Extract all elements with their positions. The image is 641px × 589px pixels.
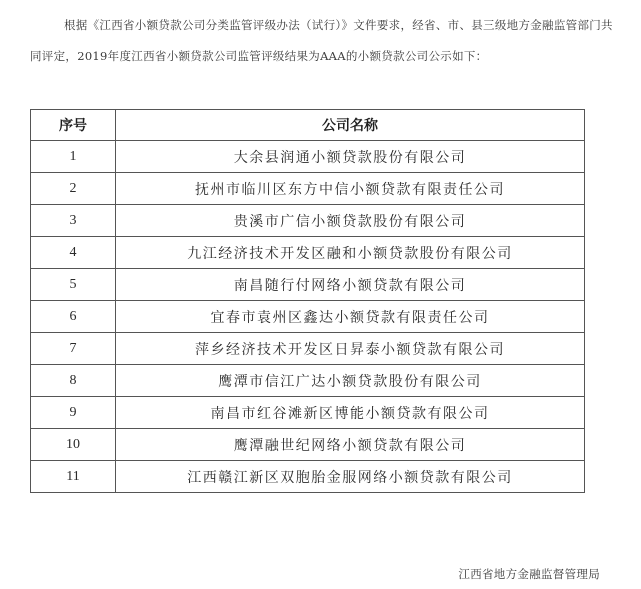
table-row bbox=[31, 173, 585, 205]
row-index: 4 bbox=[31, 237, 116, 269]
row-company-name: 贵溪市广信小额贷款股份有限公司 bbox=[116, 205, 585, 237]
issuer-signature: 江西省地方金融监督管理局 bbox=[458, 567, 600, 581]
row-company-name: 鹰潭融世纪网络小额贷款有限公司 bbox=[116, 429, 585, 461]
table-row bbox=[31, 269, 585, 301]
row-index: 11 bbox=[31, 461, 116, 493]
row-index: 1 bbox=[31, 141, 116, 173]
row-index: 9 bbox=[31, 397, 116, 429]
row-index: 3 bbox=[31, 205, 116, 237]
row-company-name: 江西赣江新区双胞胎金服网络小额贷款有限公司 bbox=[116, 461, 585, 493]
table-row bbox=[31, 205, 585, 237]
table-row bbox=[31, 141, 585, 173]
header-company-name: 公司名称 bbox=[116, 110, 585, 141]
row-company-name: 大余县润通小额贷款股份有限公司 bbox=[116, 141, 585, 173]
row-company-name: 宜春市袁州区鑫达小额贷款有限责任公司 bbox=[116, 301, 585, 333]
row-index: 7 bbox=[31, 333, 116, 365]
table-row bbox=[31, 365, 585, 397]
row-index: 2 bbox=[31, 173, 116, 205]
row-company-name: 抚州市临川区东方中信小额贷款有限责任公司 bbox=[116, 173, 585, 205]
row-index: 5 bbox=[31, 269, 116, 301]
table-header-row bbox=[31, 110, 585, 141]
row-company-name: 南昌随行付网络小额贷款有限公司 bbox=[116, 269, 585, 301]
intro-paragraph: 根据《江西省小额贷款公司分类监管评级办法（试行）》文件要求，经省、市、县三级地方金融监管部门共同评定，2019年度江西省小额贷款公司监管评级结果为AAA的小额贷款公司公示如下： bbox=[30, 18, 613, 63]
row-company-name: 萍乡经济技术开发区日昇泰小额贷款有限公司 bbox=[116, 333, 585, 365]
table-row bbox=[31, 429, 585, 461]
table-row bbox=[31, 237, 585, 269]
row-index: 10 bbox=[31, 429, 116, 461]
table-row bbox=[31, 461, 585, 493]
row-index: 6 bbox=[31, 301, 116, 333]
table-row bbox=[31, 333, 585, 365]
header-index: 序号 bbox=[31, 110, 116, 141]
table-row bbox=[31, 301, 585, 333]
row-company-name: 鹰潭市信江广达小额贷款股份有限公司 bbox=[116, 365, 585, 397]
row-company-name: 南昌市红谷滩新区博能小额贷款有限公司 bbox=[116, 397, 585, 429]
company-list-table bbox=[30, 109, 585, 493]
row-index: 8 bbox=[31, 365, 116, 397]
row-company-name: 九江经济技术开发区融和小额贷款股份有限公司 bbox=[116, 237, 585, 269]
table-row bbox=[31, 397, 585, 429]
